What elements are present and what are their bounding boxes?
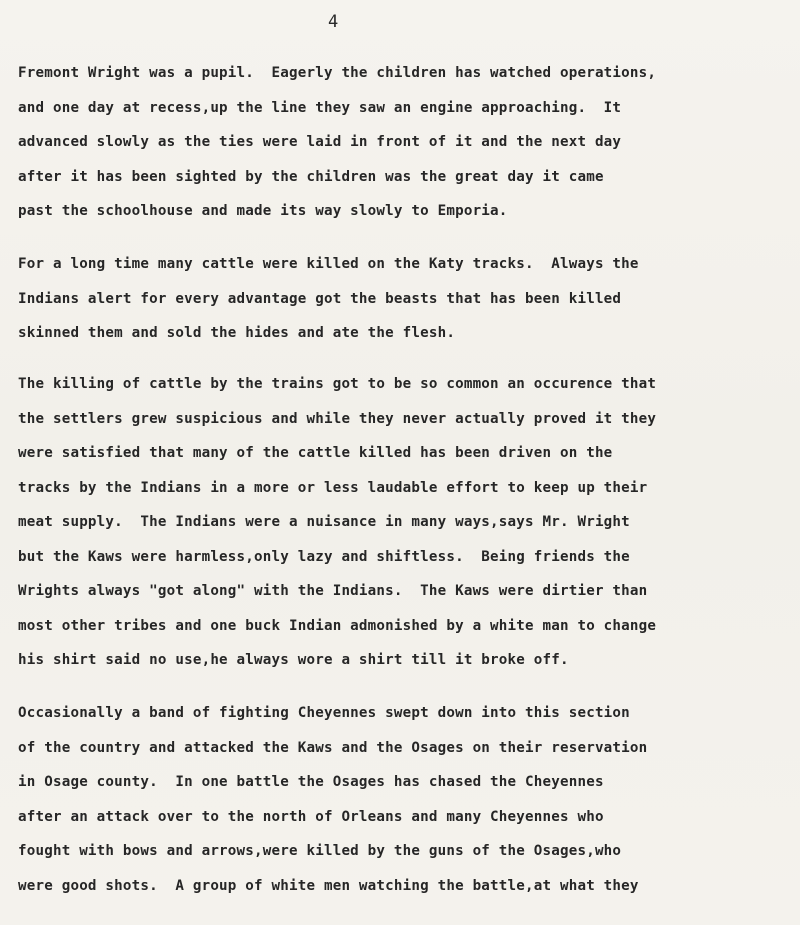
text-line: The killing of cattle by the trains got to be so common an occurence that	[18, 376, 657, 392]
text-line: past the schoolhouse and made its way slowly to Emporia.	[18, 203, 508, 219]
text-line: the settlers grew suspicious and while they never actually proved it they	[18, 410, 657, 427]
text-line: Wrights always "got along" with the Indians. The Kaws were dirtier than	[18, 583, 648, 599]
text-line: For a long time many cattle were killed on the Katy tracks. Always the	[18, 256, 639, 272]
text-line: most other tribes and one buck Indian admonished by a white man to change	[18, 617, 657, 634]
paragraph-4	[18, 696, 793, 903]
paragraph-2	[18, 247, 793, 351]
text-line: after an attack over to the north of Orleans and many Cheyennes who	[18, 808, 604, 825]
text-line: of the country and attacked the Kaws and the Osages on their reservation	[18, 739, 648, 756]
text-line: were good shots. A group of white men watching the battle,at what they	[18, 877, 639, 894]
page-number: 4	[328, 12, 339, 32]
text-line: after it has been sighted by the children was the great day it came	[18, 168, 604, 185]
text-line: Indians alert for every advantage got the beasts that has been killed	[18, 290, 622, 307]
text-line: Fremont Wright was a pupil. Eagerly the children has watched operations,	[18, 65, 657, 81]
text-line: in Osage county. In one battle the Osages has chased the Cheyennes	[18, 774, 604, 790]
text-line: but the Kaws were harmless,only lazy and shiftless. Being friends the	[18, 548, 630, 565]
text-line: skinned them and sold the hides and ate the flesh.	[18, 325, 456, 341]
text-line: Occasionally a band of fighting Cheyennes swept down into this section	[18, 705, 630, 721]
text-line: advanced slowly as the ties were laid in front of it and the next day	[18, 134, 622, 150]
paragraph-1	[18, 56, 793, 229]
text-line: his shirt said no use,he always wore a shirt till it broke off.	[18, 652, 569, 668]
text-line: and one day at recess,up the line they saw an engine approaching. It	[18, 99, 622, 116]
paragraph-3	[18, 367, 793, 678]
text-line: fought with bows and arrows,were killed by the guns of the Osages,who	[18, 843, 622, 859]
text-line: meat supply. The Indians were a nuisance in many ways,says Mr. Wright	[18, 514, 630, 530]
text-line: tracks by the Indians in a more or less laudable effort to keep up their	[18, 479, 648, 496]
text-line: were satisfied that many of the cattle killed has been driven on the	[18, 445, 613, 461]
